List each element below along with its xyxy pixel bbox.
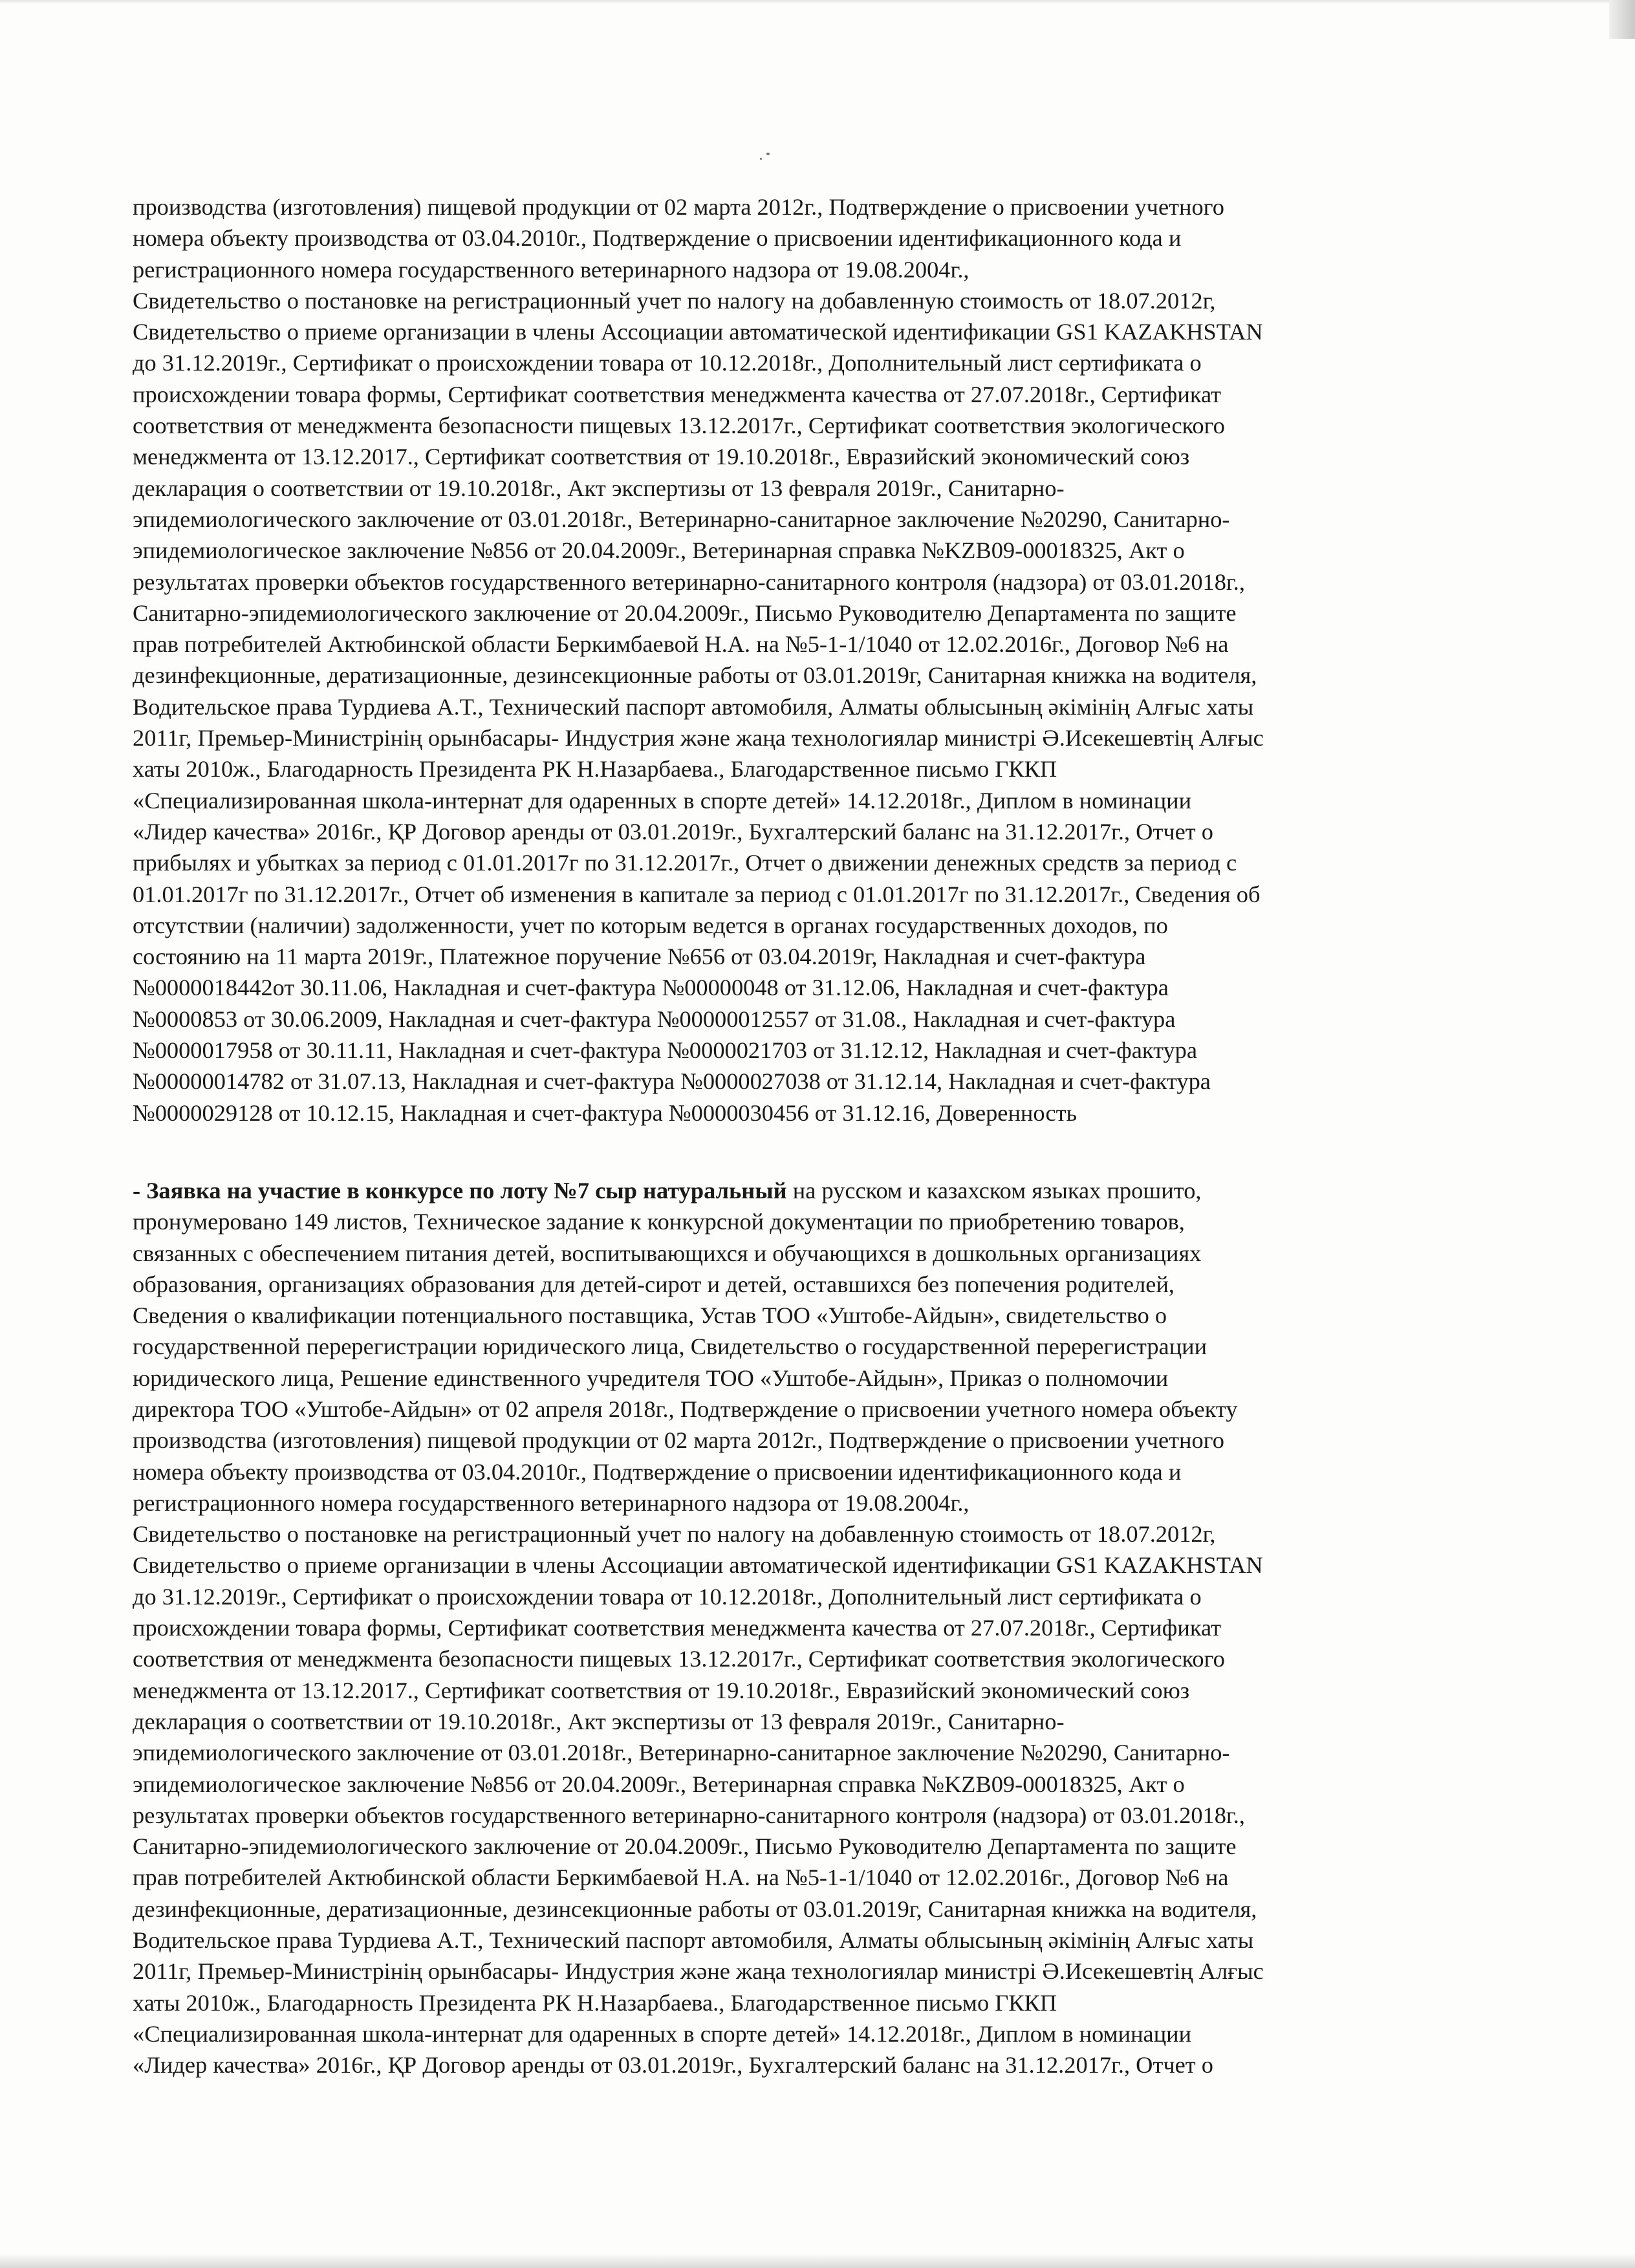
text-line: Свидетельство о приеме организации в члены Ассоциации автоматической идентификации GS1 KAZAKHSTAN bbox=[133, 319, 1263, 345]
text-line: пронумеровано 149 листов, Техническое задание к конкурсной документации по приобретению товаров, bbox=[133, 1209, 1185, 1235]
text-line: Водительское права Турдиева А.Т., Технический паспорт автомобиля, Алматы облысының әкімінің Алғыс хаты bbox=[133, 693, 1254, 720]
text-line: результатах проверки объектов государственного ветеринарно-санитарного контроля (надзора) от 03.01.2018г., bbox=[133, 1802, 1245, 1828]
scan-edge-top bbox=[0, 0, 1635, 4]
text-line: эпидемиологическое заключение №856 от 20.04.2009г., Ветеринарная справка №KZB09-00018325, Акт о bbox=[133, 537, 1185, 564]
text-line: Свидетельство о приеме организации в члены Ассоциации автоматической идентификации GS1 KAZAKHSTAN bbox=[133, 1552, 1263, 1579]
text-line: 2011г, Премьер-Министрінің орынбасары- Индустрия және жаңа технологиялар министрі Ә.Исекешевтің Алғыс bbox=[133, 725, 1264, 751]
text-line: директора ТОО «Уштобе-Айдын» от 02 апреля 2018г., Подтверждение о присвоении учетного номера объекту bbox=[133, 1396, 1238, 1422]
text-line: Сведения о квалификации потенциального поставщика, Устав ТОО «Уштобе-Айдын», свидетельство о bbox=[133, 1302, 1167, 1329]
text-line: 01.01.2017г по 31.12.2017г., Отчет об изменения в капитале за период с 01.01.2017г по 31.12.2017г., Сведения об bbox=[133, 881, 1261, 907]
lot-7-heading-rest: на русском и казахском языках прошито, bbox=[786, 1177, 1202, 1204]
text-line: Санитарно-эпидемиологического заключение от 20.04.2009г., Письмо Руководителю Департамента по защите bbox=[133, 1833, 1237, 1860]
text-line: прав потребителей Актюбинской области Беркимбаевой Н.А. на №5-1-1/1040 от 12.02.2016г., Договор №6 на bbox=[133, 631, 1229, 658]
text-line: дезинфекционные, дератизационные, дезинсекционные работы от 03.01.2019г, Санитарная книжка на водителя, bbox=[133, 662, 1257, 689]
text-line: состоянию на 11 марта 2019г., Платежное поручение №656 от 03.04.2019г, Накладная и счет-фактура bbox=[133, 944, 1146, 970]
lot-7-heading: - Заявка на участие в конкурсе по лоту №7 сыр натуральный bbox=[133, 1177, 787, 1204]
text-line: регистрационного номера государственного ветеринарного надзора от 19.08.2004г., bbox=[133, 256, 969, 283]
text-line: соответствия от менеджмента безопасности пищевых 13.12.2017г., Сертификат соответствия экологического bbox=[133, 413, 1225, 439]
text-line: Санитарно-эпидемиологического заключение от 20.04.2009г., Письмо Руководителю Департамента по защите bbox=[133, 599, 1237, 626]
text-line: эпидемиологического заключение от 03.01.2018г., Ветеринарно-санитарное заключение №20290, Санитарно- bbox=[133, 1740, 1230, 1766]
text-line: «Лидер качества» 2016г., ҚР Договор аренды от 03.01.2019г., Бухгалтерский баланс на 31.12.2017г., Отчет о bbox=[133, 818, 1213, 845]
text-line: связанных с обеспечением питания детей, воспитывающихся и обучающихся в дошкольных организациях bbox=[133, 1240, 1202, 1266]
text-line: соответствия от менеджмента безопасности пищевых 13.12.2017г., Сертификат соответствия экологического bbox=[133, 1646, 1225, 1672]
lot-7-heading-line bbox=[133, 1175, 1471, 1206]
section-previous-lot bbox=[133, 191, 1471, 1129]
text-line: до 31.12.2019г., Сертификат о происхождении товара от 10.12.2018г., Дополнительный лист сертификата о bbox=[133, 350, 1202, 376]
text-line: №0000853 от 30.06.2009, Накладная и счет-фактура №00000012557 от 31.08., Накладная и счет-фактура bbox=[133, 1006, 1176, 1032]
text-line: производства (изготовления) пищевой продукции от 02 марта 2012г., Подтверждение о присвоении учетного bbox=[133, 194, 1224, 220]
text-line: эпидемиологического заключение от 03.01.2018г., Ветеринарно-санитарное заключение №20290, Санитарно- bbox=[133, 506, 1230, 532]
text-line: 2011г, Премьер-Министрінің орынбасары- Индустрия және жаңа технологиялар министрі Ә.Исекешевтің Алғыс bbox=[133, 1958, 1264, 1985]
text-line: декларация о соответствии от 19.10.2018г., Акт экспертизы от 13 февраля 2019г., Санитарно- bbox=[133, 1708, 1065, 1734]
text-line: результатах проверки объектов государственного ветеринарно-санитарного контроля (надзора) от 03.01.2018г., bbox=[133, 568, 1245, 595]
text-line: происхождении товара формы, Сертификат соответствия менеджмента качества от 27.07.2018г., Сертификат bbox=[133, 1615, 1222, 1641]
text-line: прав потребителей Актюбинской области Беркимбаевой Н.А. на №5-1-1/1040 от 12.02.2016г., Договор №6 на bbox=[133, 1864, 1229, 1891]
text-line: «Специализированная школа-интернат для одаренных в спорте детей» 14.12.2018г., Диплом в номинации bbox=[133, 2020, 1192, 2047]
text-line: «Специализированная школа-интернат для одаренных в спорте детей» 14.12.2018г., Диплом в номинации bbox=[133, 787, 1192, 814]
text-line: государственной перерегистрации юридического лица, Свидетельство о государственной перерегистрации bbox=[133, 1334, 1207, 1360]
text-line: номера объекту производства от 03.04.2010г., Подтверждение о присвоении идентификационного кода и bbox=[133, 225, 1182, 252]
text-line: юридического лица, Решение единственного учредителя ТОО «Уштобе-Айдын», Приказ о полномочии bbox=[133, 1365, 1169, 1391]
text-line: №0000018442от 30.11.06, Накладная и счет-фактура №00000048 от 31.12.06, Накладная и счет-фактура bbox=[133, 975, 1169, 1001]
text-line: №0000029128 от 10.12.15, Накладная и счет-фактура №0000030456 от 31.12.16, Доверенность bbox=[133, 1099, 1077, 1126]
text-line: номера объекту производства от 03.04.2010г., Подтверждение о присвоении идентификационного кода и bbox=[133, 1458, 1182, 1485]
text-line: хаты 2010ж., Благодарность Президента РК Н.Назарбаева., Благодарственное письмо ГККП bbox=[133, 1989, 1057, 2016]
text-line: до 31.12.2019г., Сертификат о происхождении товара от 10.12.2018г., Дополнительный лист сертификата о bbox=[133, 1583, 1202, 1610]
text-line: Водительское права Турдиева А.Т., Технический паспорт автомобиля, Алматы облысының әкімінің Алғыс хаты bbox=[133, 1927, 1254, 1954]
text-line: «Лидер качества» 2016г., ҚР Договор аренды от 03.01.2019г., Бухгалтерский баланс на 31.12.2017г., Отчет о bbox=[133, 2052, 1213, 2079]
text-line: Свидетельство о постановке на регистрационный учет по налогу на добавленную стоимость от 18.07.2012г, bbox=[133, 287, 1216, 314]
section-lot-7 bbox=[133, 1175, 1471, 2081]
scan-corner-shadow bbox=[1609, 0, 1635, 39]
text-line: дезинфекционные, дератизационные, дезинсекционные работы от 03.01.2019г, Санитарная книжка на водителя, bbox=[133, 1895, 1257, 1922]
text-line: №00000014782 от 31.07.13, Накладная и счет-фактура №0000027038 от 31.12.14, Накладная и счет-фактура bbox=[133, 1068, 1211, 1095]
text-line: происхождении товара формы, Сертификат соответствия менеджмента качества от 27.07.2018г., Сертификат bbox=[133, 381, 1222, 407]
scan-edge-bottom bbox=[0, 2254, 1635, 2268]
text-line: прибылях и убытках за период с 01.01.2017г по 31.12.2017г., Отчет о движении денежных средств за период с bbox=[133, 850, 1237, 876]
scan-speck bbox=[766, 153, 770, 155]
text-line: менеджмента от 13.12.2017., Сертификат соответствия от 19.10.2018г., Евразийский экономический союз bbox=[133, 444, 1190, 470]
text-line: декларация о соответствии от 19.10.2018г., Акт экспертизы от 13 февраля 2019г., Санитарно- bbox=[133, 475, 1065, 501]
text-line: образования, организациях образования для детей-сирот и детей, оставшихся без попечения родителей, bbox=[133, 1271, 1175, 1297]
text-line: производства (изготовления) пищевой продукции от 02 марта 2012г., Подтверждение о присвоении учетного bbox=[133, 1427, 1224, 1454]
text-line: Свидетельство о постановке на регистрационный учет по налогу на добавленную стоимость от 18.07.2012г, bbox=[133, 1521, 1216, 1548]
text-line: регистрационного номера государственного ветеринарного надзора от 19.08.2004г., bbox=[133, 1489, 969, 1516]
scan-speck bbox=[760, 158, 762, 160]
document-body bbox=[133, 191, 1471, 2081]
text-line: эпидемиологическое заключение №856 от 20.04.2009г., Ветеринарная справка №KZB09-00018325, Акт о bbox=[133, 1771, 1185, 1797]
paragraph-gap bbox=[133, 1129, 1471, 1175]
text-line: №0000017958 от 30.11.11, Накладная и счет-фактура №0000021703 от 31.12.12, Накладная и счет-фактура bbox=[133, 1037, 1198, 1064]
text-line: менеджмента от 13.12.2017., Сертификат соответствия от 19.10.2018г., Евразийский экономический союз bbox=[133, 1677, 1190, 1703]
text-line: отсутствии (наличии) задолженности, учет по которым ведется в органах государственных доходов, по bbox=[133, 912, 1168, 938]
text-line: хаты 2010ж., Благодарность Президента РК Н.Назарбаева., Благодарственное письмо ГККП bbox=[133, 756, 1057, 783]
